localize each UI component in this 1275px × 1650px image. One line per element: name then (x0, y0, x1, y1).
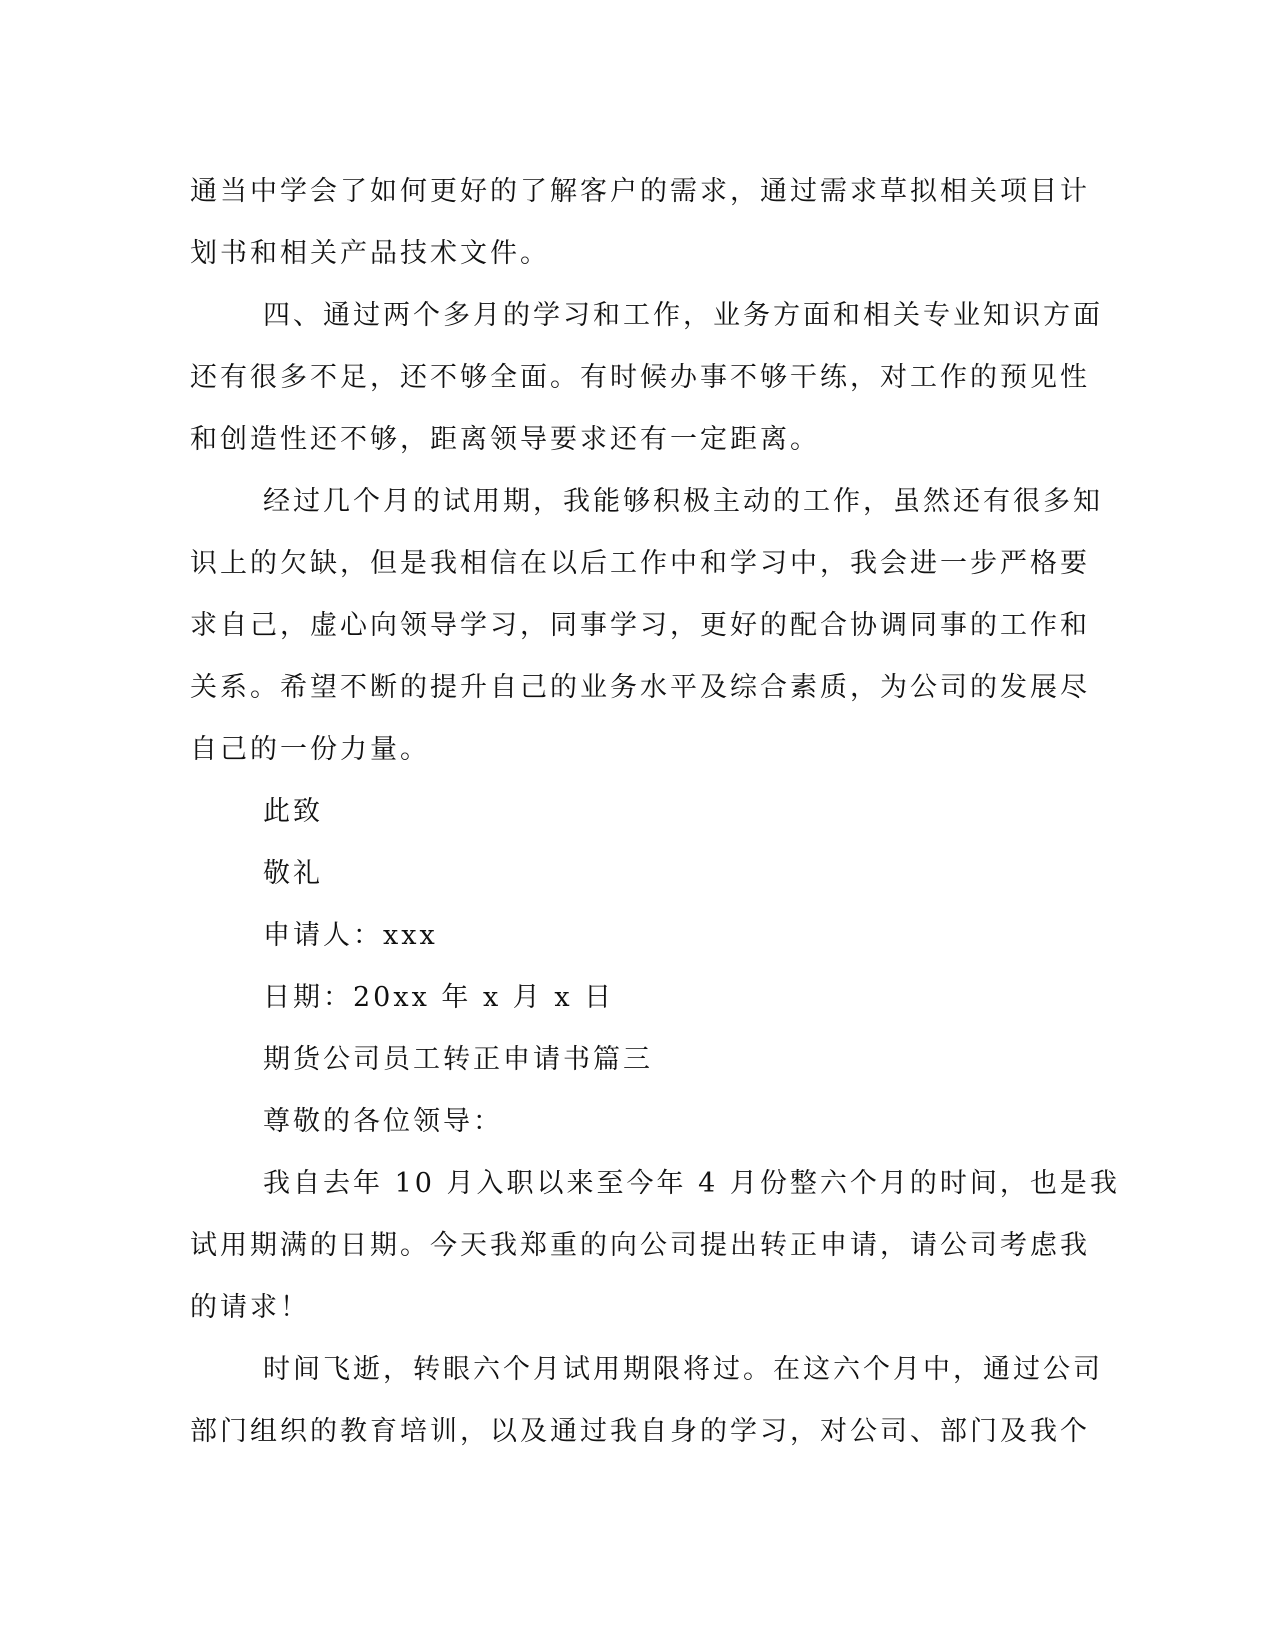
text-line: 通当中学会了如何更好的了解客户的需求，通过需求草拟相关项目计 (190, 176, 1090, 207)
text-line: 自己的一份力量。 (190, 734, 430, 765)
salutation: 尊敬的各位领导： (263, 1106, 503, 1137)
text-line: 和创造性还不够，距离领导要求还有一定距离。 (190, 424, 820, 455)
text-line: 部门组织的教育培训，以及通过我自身的学习，对公司、部门及我个 (190, 1416, 1090, 1447)
date-line: 日期：20xx 年 x 月 x 日 (263, 982, 615, 1013)
text-line: 还有很多不足，还不够全面。有时候办事不够干练，对工作的预见性 (190, 362, 1090, 393)
text-line: 的请求！ (190, 1292, 310, 1323)
text-line: 关系。希望不断的提升自己的业务水平及综合素质，为公司的发展尽 (190, 672, 1090, 703)
text-line: 四、通过两个多月的学习和工作，业务方面和相关专业知识方面 (263, 300, 1103, 331)
section-heading: 期货公司员工转正申请书篇三 (263, 1044, 653, 1075)
text-line: 经过几个月的试用期，我能够积极主动的工作，虽然还有很多知 (263, 486, 1103, 517)
closing-line: 此致 (263, 796, 323, 827)
text-line: 试用期满的日期。今天我郑重的向公司提出转正申请，请公司考虑我 (190, 1230, 1090, 1261)
closing-salute: 敬礼 (263, 858, 323, 889)
text-line: 识上的欠缺，但是我相信在以后工作中和学习中，我会进一步严格要 (190, 548, 1090, 579)
text-line: 时间飞逝，转眼六个月试用期限将过。在这六个月中，通过公司 (263, 1354, 1103, 1385)
document-body (190, 161, 1120, 1463)
text-line: 我自去年 10 月入职以来至今年 4 月份整六个月的时间，也是我 (263, 1168, 1120, 1199)
text-line: 划书和相关产品技术文件。 (190, 238, 550, 269)
text-line: 求自己，虚心向领导学习，同事学习，更好的配合协调同事的工作和 (190, 610, 1090, 641)
applicant-line: 申请人：xxx (263, 920, 438, 951)
